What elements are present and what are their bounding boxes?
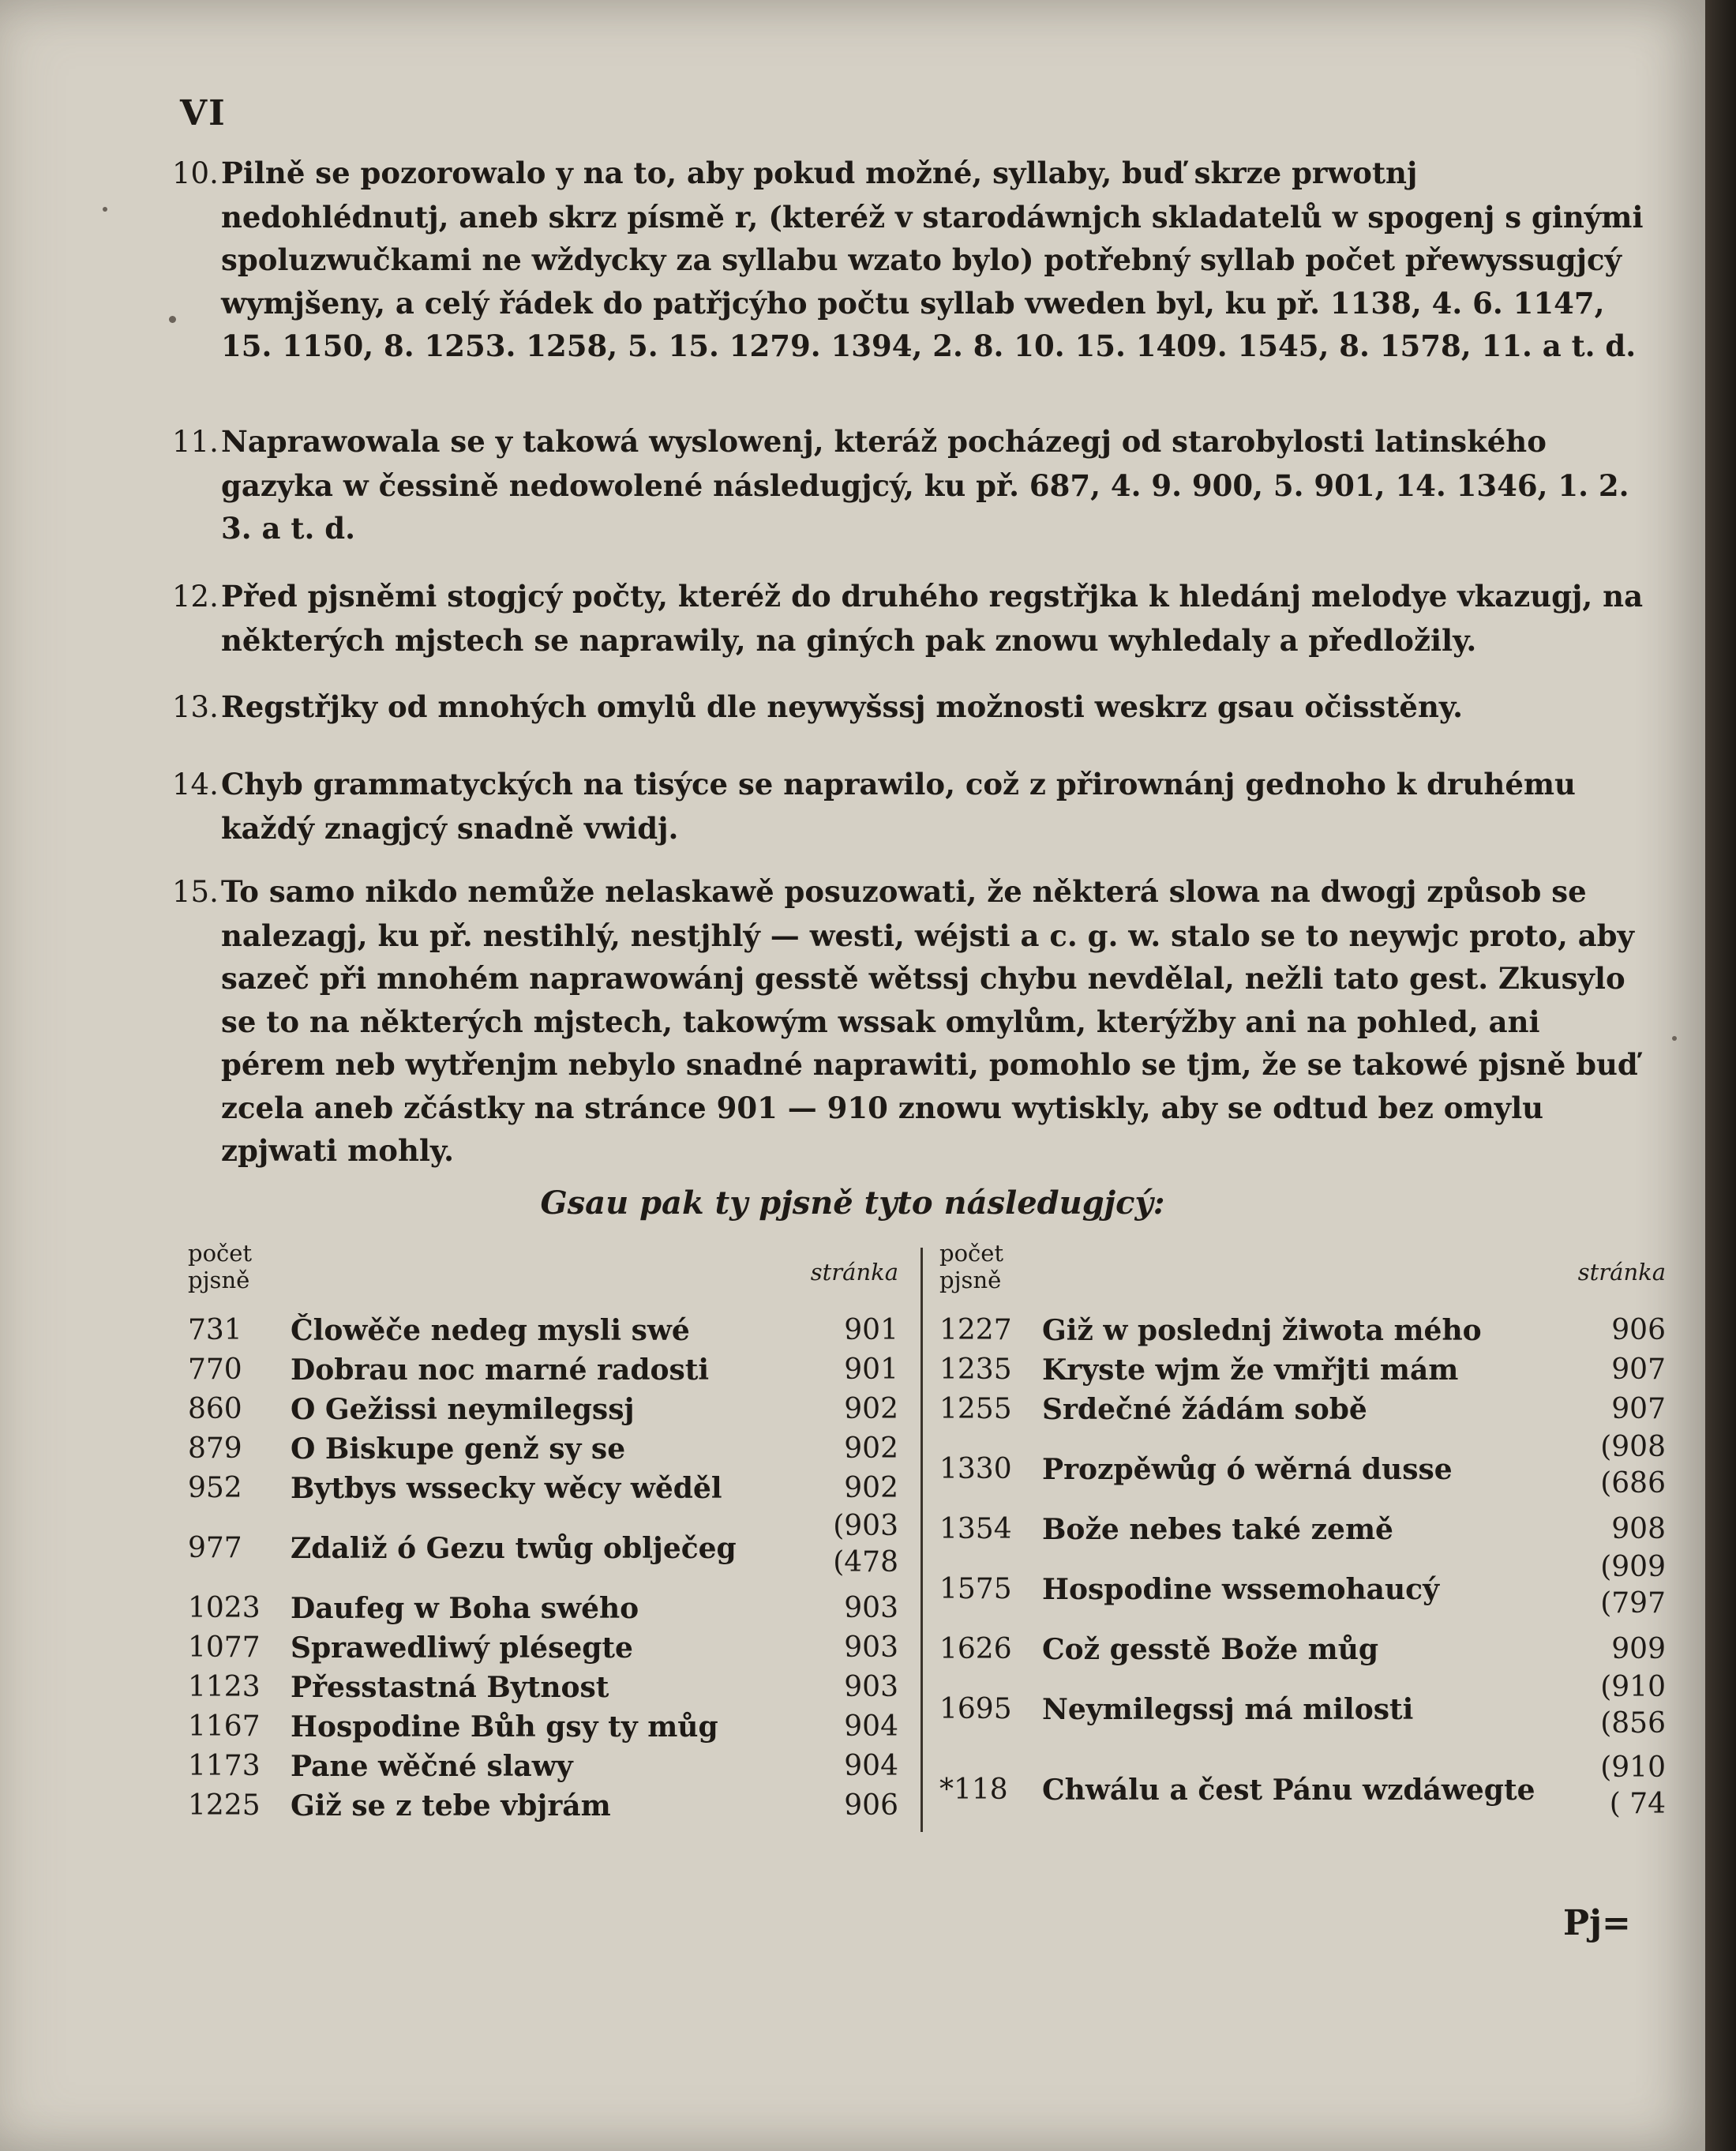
page-number-entry: (910 [1600,1751,1666,1784]
paragraph-13 [172,685,1650,730]
song-title: Hospodine Bůh gsy ty můg [291,1710,718,1744]
header-song-number: počet pjsně [939,1240,1004,1293]
header-song-number: počet pjsně [188,1240,253,1293]
table-header [188,1240,898,1311]
table-row [939,1390,1666,1429]
table-row [939,1630,1666,1669]
song-number: 1695 [939,1693,1012,1725]
paper-speck [169,316,176,323]
page-number-entry: 906 [844,1789,898,1822]
page-number-entry: (856 [1600,1707,1666,1740]
table-row [188,1668,898,1707]
song-title: Daufeg w Boha swého [291,1592,639,1625]
page-number-entry: 901 [844,1353,898,1386]
page-number-entry: 906 [1611,1314,1666,1346]
song-table-right [939,1240,1666,1830]
page-number-entry: 903 [844,1592,898,1624]
song-title: Sprawedliwý plésegte [291,1631,633,1665]
song-number: 1235 [939,1353,1012,1386]
song-title: O Biskupe genž sy se [291,1432,626,1466]
table-row [188,1390,898,1429]
song-number: 1626 [939,1633,1012,1665]
song-title: Pane wěčné slawy [291,1750,573,1783]
paragraph-text: Naprawowala se y takowá wyslowenj, kteráž pocházegj od starobylosti latinského gazyka w čessině nedowolené následugjcý, ku př. 687, 4. 9. 900, 5. 901, 14. 1346, 1. 2. 3. a t. d. [221,424,1629,546]
book-spine [1705,0,1736,2151]
song-title: Což gesstě Bože můg [1042,1633,1379,1666]
table-row [188,1747,898,1786]
paragraph-number: 10. [172,156,219,190]
table-row [939,1750,1666,1830]
paragraph-number: 12. [172,580,219,614]
song-number: 1167 [188,1710,261,1743]
paragraph-number: 14. [172,768,219,801]
song-number: 1173 [188,1750,261,1782]
page-number-entry: ( 74 [1609,1788,1666,1820]
table-row [188,1628,898,1668]
song-number: 977 [188,1532,242,1564]
page-number-entry: (908 [1600,1431,1666,1463]
page-number-entry: 907 [1611,1393,1666,1425]
catchword: Pj= [1563,1903,1631,1943]
table-row [188,1311,898,1350]
song-title: O Gežissi neymilegssj [291,1393,635,1426]
song-table-left [188,1240,898,1826]
page-numbers [1571,1429,1666,1502]
paragraph-number: 13. [172,690,219,724]
table-row [188,1508,898,1589]
song-title: Giž se z tebe vbjrám [291,1789,611,1823]
table-header [939,1240,1666,1311]
page-number-entry: 908 [1611,1513,1666,1545]
song-title: Bytbys wssecky wěcy wěděl [291,1472,722,1505]
page-number-entry: 902 [844,1432,898,1465]
song-number: 1023 [188,1592,261,1624]
page-number-entry: (903 [833,1510,898,1542]
table-row [939,1510,1666,1549]
table-row [939,1429,1666,1510]
page-number-entry: 907 [1611,1353,1666,1386]
song-number: 1255 [939,1393,1012,1425]
page-numbers [1571,1750,1666,1823]
song-number: 952 [188,1472,242,1504]
song-number: 770 [188,1353,242,1386]
table-row [188,1786,898,1826]
song-number: 1227 [939,1314,1012,1346]
song-title: Neymilegssj má milosti [1042,1693,1414,1726]
page-number-entry: (797 [1600,1587,1666,1620]
song-title: Bože nebes také země [1042,1513,1393,1546]
page-number-entry: 902 [844,1393,898,1425]
table-row [188,1707,898,1747]
page-number-entry: 903 [844,1631,898,1664]
table-title: Gsau pak ty pjsně tyto následugjcý: [540,1184,1165,1222]
paragraph-14 [172,763,1650,850]
header-page: stránka [1577,1259,1666,1286]
page-number-entry: 903 [844,1671,898,1703]
song-number: 1077 [188,1631,261,1664]
table-row [188,1350,898,1390]
song-number: *118 [939,1774,1008,1806]
header-page: stránka [810,1259,898,1286]
song-number: 1354 [939,1513,1012,1545]
song-number: 1123 [188,1671,261,1703]
table-row [188,1429,898,1469]
paragraph-text: Pilně se pozorowalo y na to, aby pokud možné, syllaby, buď skrze prwotnj nedohlédnutj, aneb skrz písmě r, (kteréž v starodáwnjch skladatelů w spogenj s ginými spoluzwučkami ne wždycky za syllabu wzato bylo) potřebný syllab počet přewyssugjcý wymjšeny, a celý řádek do patřjcýho počtu syllab vweden byl, ku př. 1138, 4. 6. 1147, 15. 1150, 8. 1253. 1258, 5. 15. 1279. 1394, 2. 8. 10. 15. 1409. 1545, 8. 1578, 11. a t. d. [221,156,1644,363]
paragraph-15 [172,870,1650,1173]
page-number-entry: 904 [844,1710,898,1743]
song-number: 731 [188,1314,242,1346]
song-title: Člowěče nedeg mysli swé [291,1314,690,1347]
table-row [939,1350,1666,1390]
page-numbers [1571,1669,1666,1742]
paragraph-12 [172,575,1650,662]
song-title: Přesstastná Bytnost [291,1671,609,1704]
page-numbers [804,1508,898,1581]
table-row [188,1589,898,1628]
song-title: Srdečné žádám sobě [1042,1393,1367,1426]
page-number-entry: (910 [1600,1671,1666,1703]
song-title: Giž w poslednj žiwota mého [1042,1314,1482,1347]
paragraph-text: Chyb grammatyckých na tisýce se naprawilo, což z přirownánj gednoho k druhému každý znagjcý snadně vwidj. [221,767,1576,846]
song-title: Dobrau noc marné radosti [291,1353,710,1387]
page-number-entry: (686 [1600,1467,1666,1500]
song-number: 1225 [188,1789,261,1822]
paragraph-number: 15. [172,875,219,909]
song-title: Hospodine wssemohaucý [1042,1573,1439,1606]
paragraph-11 [172,420,1650,550]
song-title: Prozpěwůg ó wěrná dusse [1042,1453,1453,1486]
song-number: 1330 [939,1453,1012,1485]
table-row [188,1469,898,1508]
page-number-entry: 904 [844,1750,898,1782]
column-divider [920,1248,923,1832]
paragraph-10 [172,152,1650,368]
song-title: Zdaliž ó Gezu twůg oblječeg [291,1532,737,1565]
song-number: 1575 [939,1573,1012,1605]
table-row [939,1311,1666,1350]
page-number: VI [180,93,227,133]
song-number: 879 [188,1432,242,1465]
page-number-entry: 902 [844,1472,898,1504]
paper-speck [103,207,107,212]
page-numbers [1571,1549,1666,1622]
song-title: Chwálu a čest Pánu wzdáwegte [1042,1774,1535,1807]
page-number-entry: 901 [844,1314,898,1346]
paper-speck [1672,1036,1677,1041]
page-number-entry: (478 [833,1546,898,1579]
page-number-entry: 909 [1611,1633,1666,1665]
page-number-entry: (909 [1600,1551,1666,1583]
song-title: Kryste wjm že vmřjti mám [1042,1353,1459,1387]
song-number: 860 [188,1393,242,1425]
paragraph-text: To samo nikdo nemůže nelaskawě posuzowati, že některá slowa na dwogj způsob se nalezagj, ku př. nestihlý, nestjhlý — westi, wéjsti a c. g. w. stalo se to neywjc proto, aby sazeč při mnohém naprawowánj gesstě wětssj chybu nevdělal, nežli tato gest. Zkusylo se to na některých mjstech, takowým wssak omylům, kterýžby ani na pohled, ani pérem neb wytřenjm nebylo snadné naprawiti, pomohlo se tjm, že se takowé pjsně buď zcela aneb zčástky na stránce 901 — 910 znowu wytiskly, aby se odtud bez omylu zpjwati mohly. [221,874,1638,1168]
table-row [939,1549,1666,1630]
paragraph-number: 11. [172,425,219,459]
paragraph-text: Před pjsněmi stogjcý počty, kteréž do druhého regstřjka k hledánj melodye vkazugj, na některých mjstech se naprawily, na giných pak znowu wyhledaly a předložily. [221,579,1644,658]
table-row [939,1669,1666,1750]
paragraph-text: Regstřjky od mnohých omylů dle neywyšssj možnosti weskrz gsau očisstěny. [221,689,1463,724]
